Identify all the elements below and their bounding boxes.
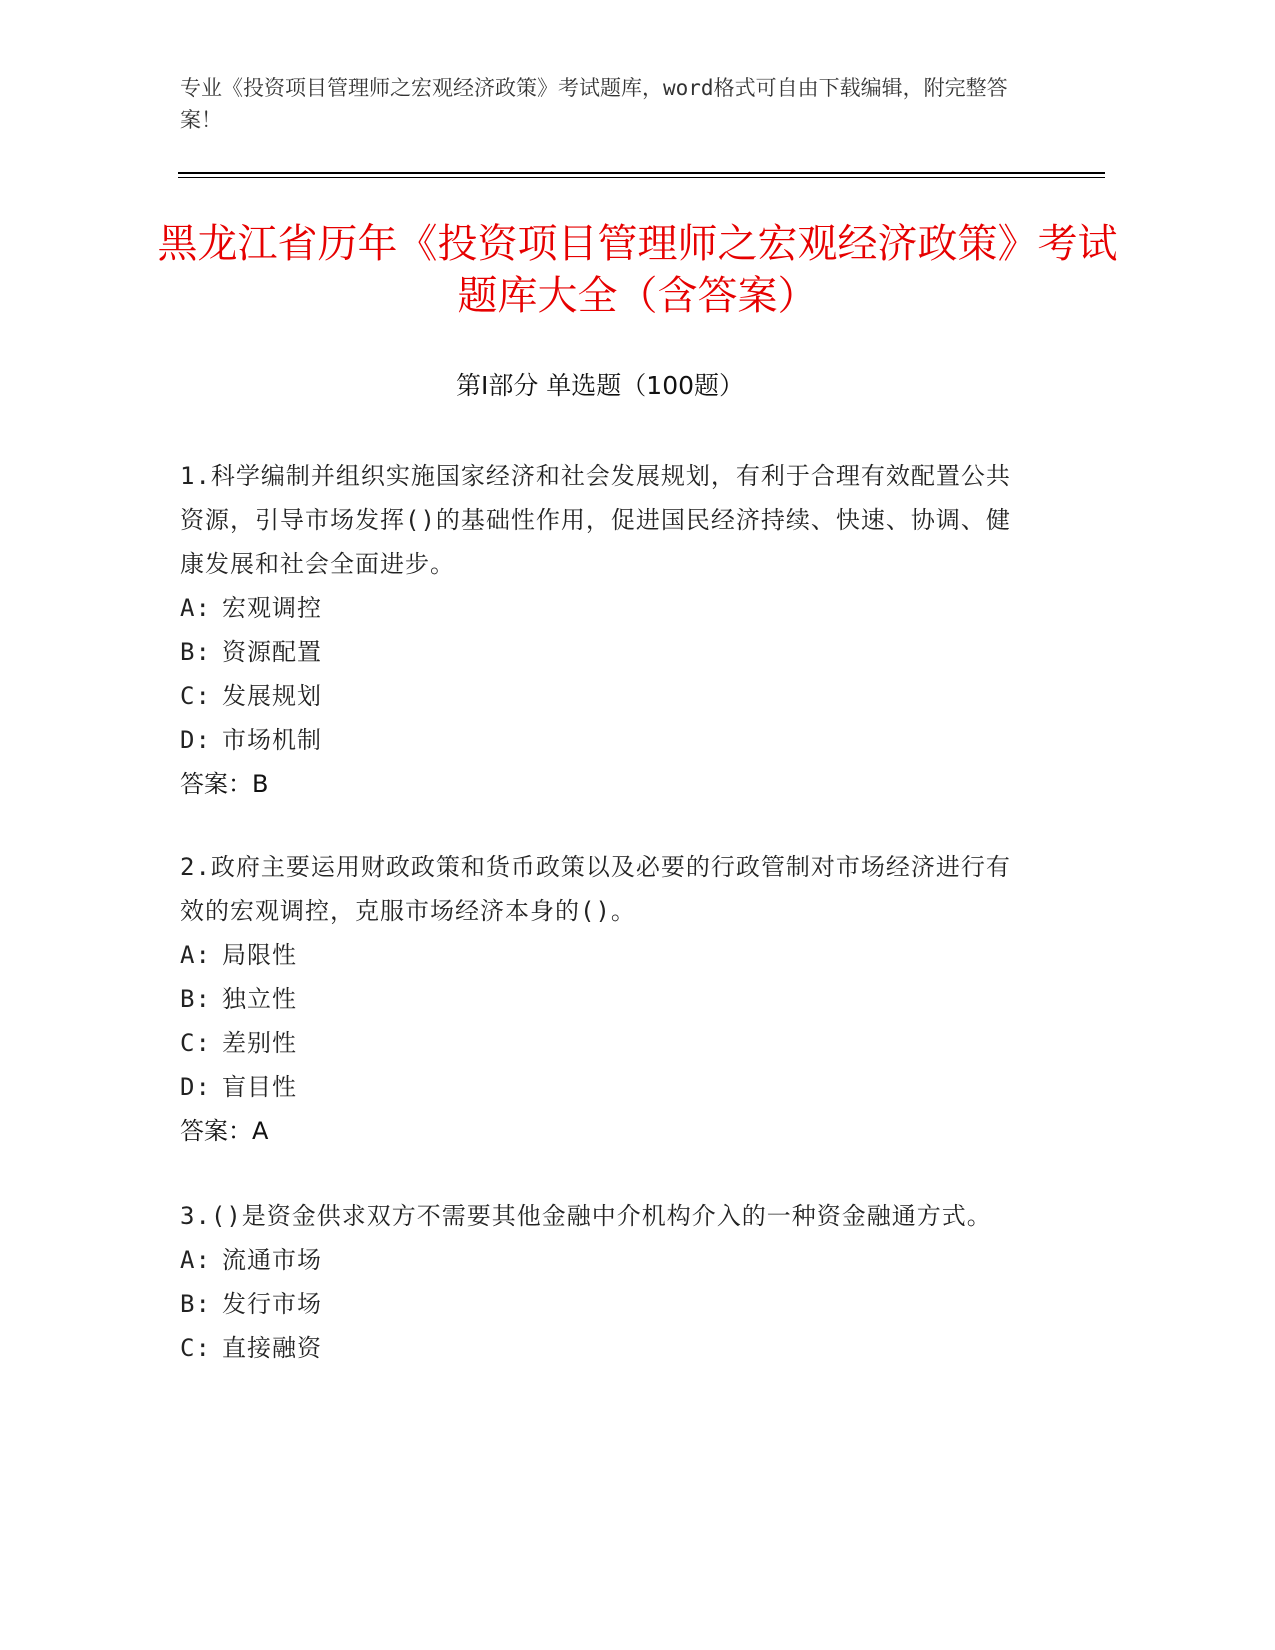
question-stem: 2.政府主要运用财政政策和货币政策以及必要的行政管制对市场经济进行有效的宏观调控，克服市场经济本身的()。 (180, 853, 1011, 925)
question-stem: 3.()是资金供求双方不需要其他金融中介机构介入的一种资金融通方式。 (180, 1202, 992, 1230)
question-3 (180, 1194, 1020, 1370)
option-letter: B: (180, 638, 211, 666)
option-c (180, 1021, 1020, 1065)
option-text: 资源配置 (222, 638, 322, 666)
option-text: 发展规划 (222, 682, 322, 710)
answer-prefix: 答案： (180, 770, 252, 798)
option-text: 局限性 (222, 941, 297, 969)
option-letter: A: (180, 941, 211, 969)
question-stem: 1.科学编制并组织实施国家经济和社会发展规划，有利于合理有效配置公共资源，引导市场发挥()的基础性作用，促进国民经济持续、快速、协调、健康发展和社会全面进步。 (180, 462, 1011, 578)
document-title: 黑龙江省历年《投资项目管理师之宏观经济政策》考试题库大全（含答案） (157, 221, 1118, 319)
answer-value: B (252, 770, 269, 798)
header-divider-thin (178, 177, 1105, 178)
option-text: 独立性 (222, 985, 297, 1013)
option-letter: B: (180, 1290, 211, 1318)
option-a (180, 586, 1020, 630)
option-text: 差别性 (222, 1029, 297, 1057)
question-2 (180, 845, 1020, 1153)
option-d (180, 1065, 1020, 1109)
option-d (180, 718, 1020, 762)
option-text: 发行市场 (222, 1290, 322, 1318)
option-text: 直接融资 (222, 1334, 322, 1362)
header-note: 专业《投资项目管理师之宏观经济政策》考试题库，word格式可自由下载编辑，附完整答案！ (180, 76, 1008, 132)
option-c (180, 1326, 1020, 1370)
option-letter: C: (180, 682, 211, 710)
option-letter: B: (180, 985, 211, 1013)
option-letter: D: (180, 1073, 211, 1101)
question-1 (180, 454, 1020, 806)
option-b (180, 1282, 1020, 1326)
option-letter: C: (180, 1334, 211, 1362)
answer-line (180, 1109, 1020, 1153)
option-text: 市场机制 (222, 726, 322, 754)
answer-prefix: 答案： (180, 1117, 252, 1145)
option-a (180, 1238, 1020, 1282)
option-letter: A: (180, 594, 211, 622)
option-b (180, 977, 1020, 1021)
option-b (180, 630, 1020, 674)
answer-value: A (252, 1117, 269, 1145)
section-title: 第I部分 单选题（100题） (455, 371, 745, 400)
option-a (180, 933, 1020, 977)
option-letter: A: (180, 1246, 211, 1274)
option-text: 流通市场 (222, 1246, 322, 1274)
option-c (180, 674, 1020, 718)
option-text: 盲目性 (222, 1073, 297, 1101)
option-text: 宏观调控 (222, 594, 322, 622)
header-divider-thick (178, 172, 1105, 174)
answer-line (180, 762, 1020, 806)
option-letter: C: (180, 1029, 211, 1057)
option-letter: D: (180, 726, 211, 754)
